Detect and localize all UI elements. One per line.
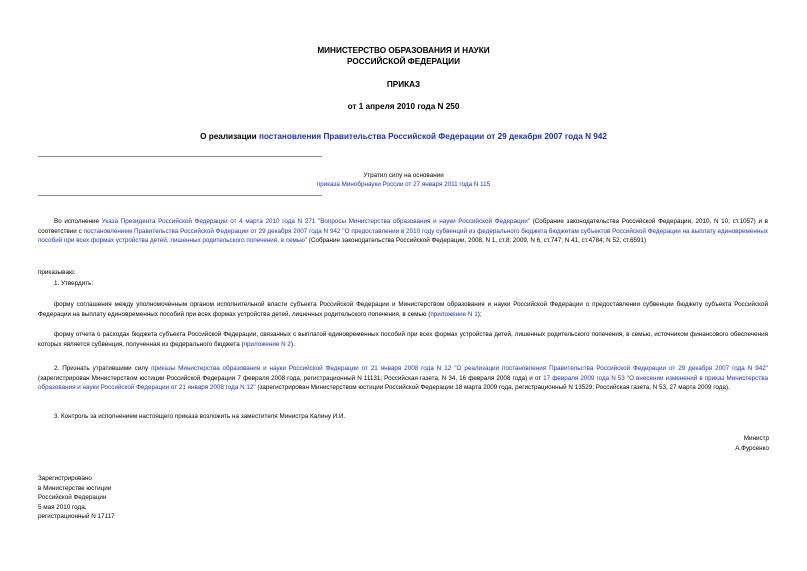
appendix-2-link[interactable]: приложение N 2 [243,340,291,348]
presidential-decree-link[interactable]: Указа Президента Российской Федерации от 4 марта 2010 года N 271 "Вопросы Министерства образования и науки Российской Федерации" [101,218,530,225]
registration-line-5: регистрационный N 17117 [38,513,115,521]
preamble-text-1: Во исполнение [54,218,102,225]
title-prefix: О реализации [200,132,259,141]
form-1-text: форму соглашения между уполномоченным органом исполнительной власти субъекта Российской Федерации и Министерством образования и науки Российской Федерации о предоставлении субвенции бюджету субъекта Российской Федерации на выплату единовременных пособий при всех формах устройства детей, лишенных родительского попечения, в семью ( [38,301,768,318]
item-3: 3. Контроль за исполнением настоящего приказа возложить на заместителя Министра Калину И.И. [54,413,346,420]
item-2-paragraph [38,364,768,393]
item-2-text-1: 2. Признать утратившими силу [54,365,152,372]
signature-position: Министр [743,435,769,442]
registration-line-4: 5 мая 2010 года, [38,503,87,511]
divider-top [38,156,322,157]
registration-line-3: Российской Федерации [38,494,107,502]
divider-bottom [38,195,322,196]
form-1-end: ); [477,310,482,318]
government-resolution-link[interactable]: постановлением Правительства Российской Федерации от 29 декабря 2007 года N 942 "О предоставлении в 2010 году субвенций из федерального бюджета бюджетам субъектов Российской Федерации на выплату единовременных пособий при всех формах устройства детей, лишенных родительского попечения, в семью" [38,227,768,244]
document-date: от 1 апреля 2010 года N 250 [347,102,460,111]
repealed-order-2008-link[interactable]: приказы Министерства образования и науки Российской Федерации от 21 января 2008 года N 12 "О реализации постановления Правительства Российской Федерации от 29 декабря 2007 года N 942" [151,365,768,372]
item-1: 1. Утвердить: [54,280,94,287]
signature-name: А.Фурсенко [735,444,769,452]
form-2-end: ). [290,340,295,348]
preamble-text-3: (Собрание законодательства Российской Федерации, 2008, N 1, ст.8; 2009, N 6, ст.747; N 41, ст.4784; N 52, ст.6591) [307,237,647,244]
preamble-text-2: (Собрание законодательства Российской Федерации, 2010, N 10, ст.1057) и в соответствии с [38,218,768,235]
document-title [0,131,807,142]
orders-line: приказываю: [38,269,76,276]
registration-line-2: в Министерстве юстиции [38,484,112,492]
form-1-paragraph [38,300,768,319]
title-decree-link[interactable]: постановления Правительства Российской Федерации от 29 декабря 2007 года N 942 [258,132,607,141]
signature-block [735,434,769,453]
registration-block [38,474,115,522]
ministry-heading-line2: РОССИЙСКОЙ ФЕДЕРАЦИИ [347,57,460,66]
status-note: Утратил силу на основании [363,172,444,179]
repealed-order-2009-link[interactable]: 17 февраля 2009 года N 53 "О внесении изменений в приказ Министерства образования и науки Российской Федерации от 21 января 2008 года N 12" [38,374,768,391]
appendix-1-link[interactable]: приложение N 1 [430,310,478,318]
preamble-paragraph [38,217,768,246]
form-2-text: форму отчета о расходах бюджета субъекта Российской Федерации, связанных с выплатой единовременных пособий при всех формах устройства детей, лишенных родительского попечения, в семью, источником финансового обеспечения которых является субвенция, полученная из федерального бюджета ( [38,331,768,348]
registration-line-1: Зарегистрировано [38,475,92,482]
item-2-text-3: (зарегистрирован Министерством юстиции Российской Федерации 18 марта 2009 года, регистрационный N 13529; Российская газета, N 53, 27 марта 2009 года). [255,384,730,391]
status-repeal-link[interactable]: приказа Минобрнауки России от 27 января 2011 года N 115 [316,181,491,188]
ministry-heading-line1: МИНИСТЕРСТВО ОБРАЗОВАНИЯ И НАУКИ [317,46,490,55]
item-2-text-2: (зарегистрирован Министерством юстиции Российской Федерации 7 февраля 2008 года, регистрационный N 11131; Российская газета, N 34, 16 февраля 2008 года) и от [38,374,544,382]
document-type: ПРИКАЗ [386,80,421,89]
form-2-paragraph [38,330,768,349]
